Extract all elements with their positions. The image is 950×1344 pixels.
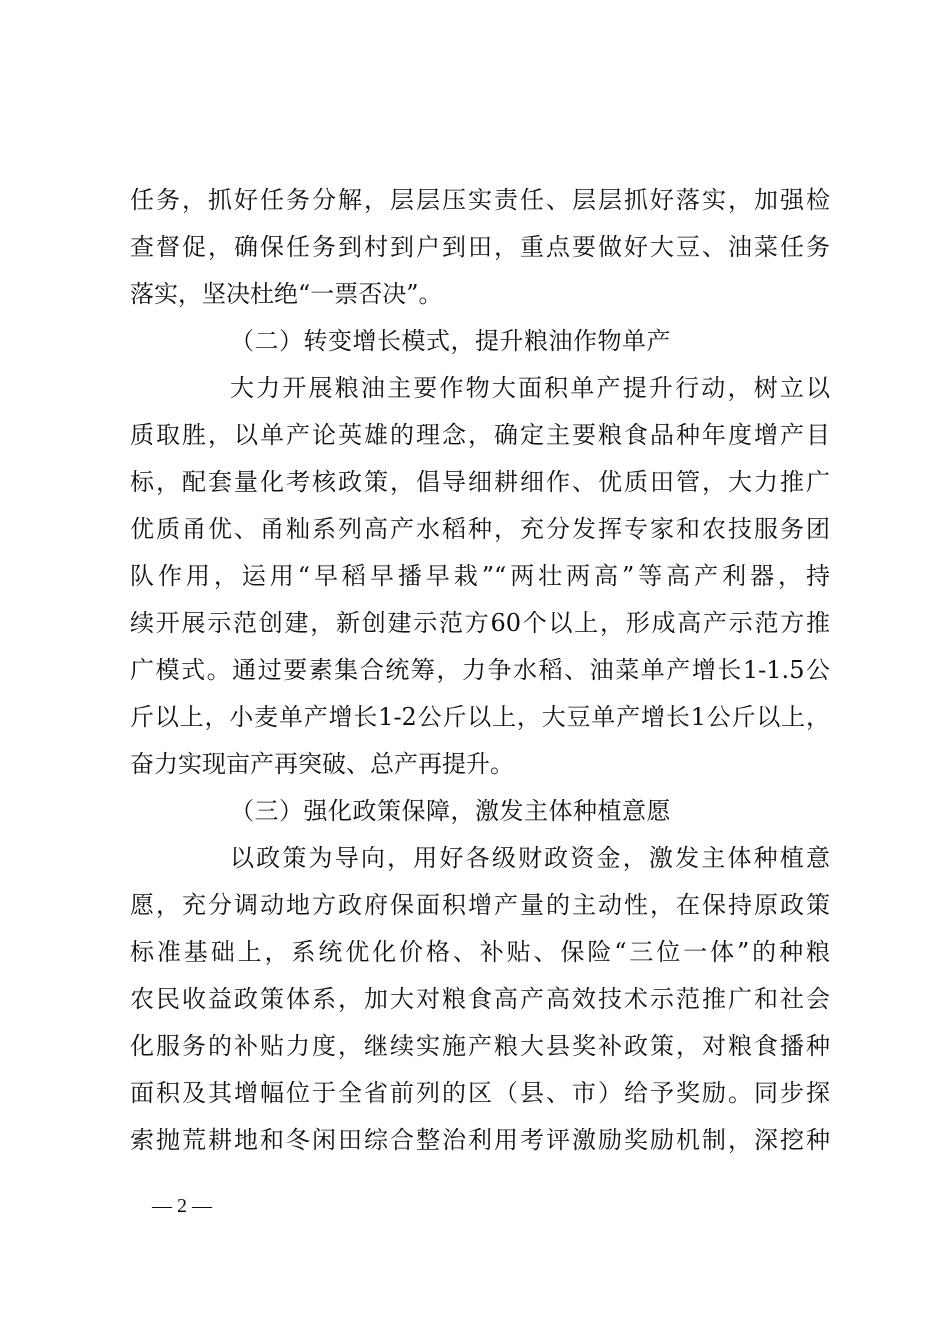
- body-text-line: 续开展示范创建，新创建示范方60个以上，形成高产示范方推: [130, 609, 830, 637]
- body-text-line: 面积及其增幅位于全省前列的区（县、市）给予奖励。同步探: [130, 1079, 830, 1107]
- body-text-line: 以政策为导向，用好各级财政资金，激发主体种植意: [230, 844, 830, 872]
- body-text-line: 查督促，确保任务到村到户到田，重点要做好大豆、油菜任务: [130, 233, 830, 261]
- body-text-line: 索抛荒耕地和冬闲田综合整治利用考评激励奖励机制，深挖种: [130, 1126, 830, 1154]
- body-text-line: 质取胜，以单产论英雄的理念，确定主要粮食品种年度增产目: [130, 421, 830, 449]
- body-text-line: 斤以上，小麦单产增长1-2公斤以上，大豆单产增长1公斤以上，: [130, 703, 830, 731]
- body-text-line: 落实，坚决杜绝“一票否决”。: [130, 280, 443, 308]
- body-text-line: 奋力实现亩产再突破、总产再提升。: [130, 750, 514, 778]
- page-number: — 2 —: [152, 1195, 212, 1217]
- body-text-line: 队作用，运用“早稻早播早栽”“两壮两高”等高产利器，持: [130, 562, 830, 590]
- body-text-line: 化服务的补贴力度，继续实施产粮大县奖补政策，对粮食播种: [130, 1032, 830, 1060]
- body-text-line: 农民收益政策体系，加大对粮食高产高效技术示范推广和社会: [130, 985, 830, 1013]
- body-text-line: 优质甬优、甬籼系列高产水稻种，充分发挥专家和农技服务团: [130, 515, 830, 543]
- body-text-line: 大力开展粮油主要作物大面积单产提升行动，树立以: [230, 374, 830, 402]
- section-heading: （三）强化政策保障，激发主体种植意愿: [230, 797, 671, 825]
- body-text-line: 广模式。通过要素集合统筹，力争水稻、油菜单产增长1-1.5公: [130, 656, 830, 684]
- body-text-line: 任务，抓好任务分解，层层压实责任、层层抓好落实，加强检: [130, 186, 830, 214]
- body-text-line: 标准基础上，系统优化价格、补贴、保险“三位一体”的种粮: [130, 938, 830, 966]
- section-heading: （二）转变增长模式，提升粮油作物单产: [230, 327, 671, 355]
- body-text-line: 愿，充分调动地方政府保面积增产量的主动性，在保持原政策: [130, 891, 830, 919]
- body-text-line: 标，配套量化考核政策，倡导细耕细作、优质田管，大力推广: [130, 468, 830, 496]
